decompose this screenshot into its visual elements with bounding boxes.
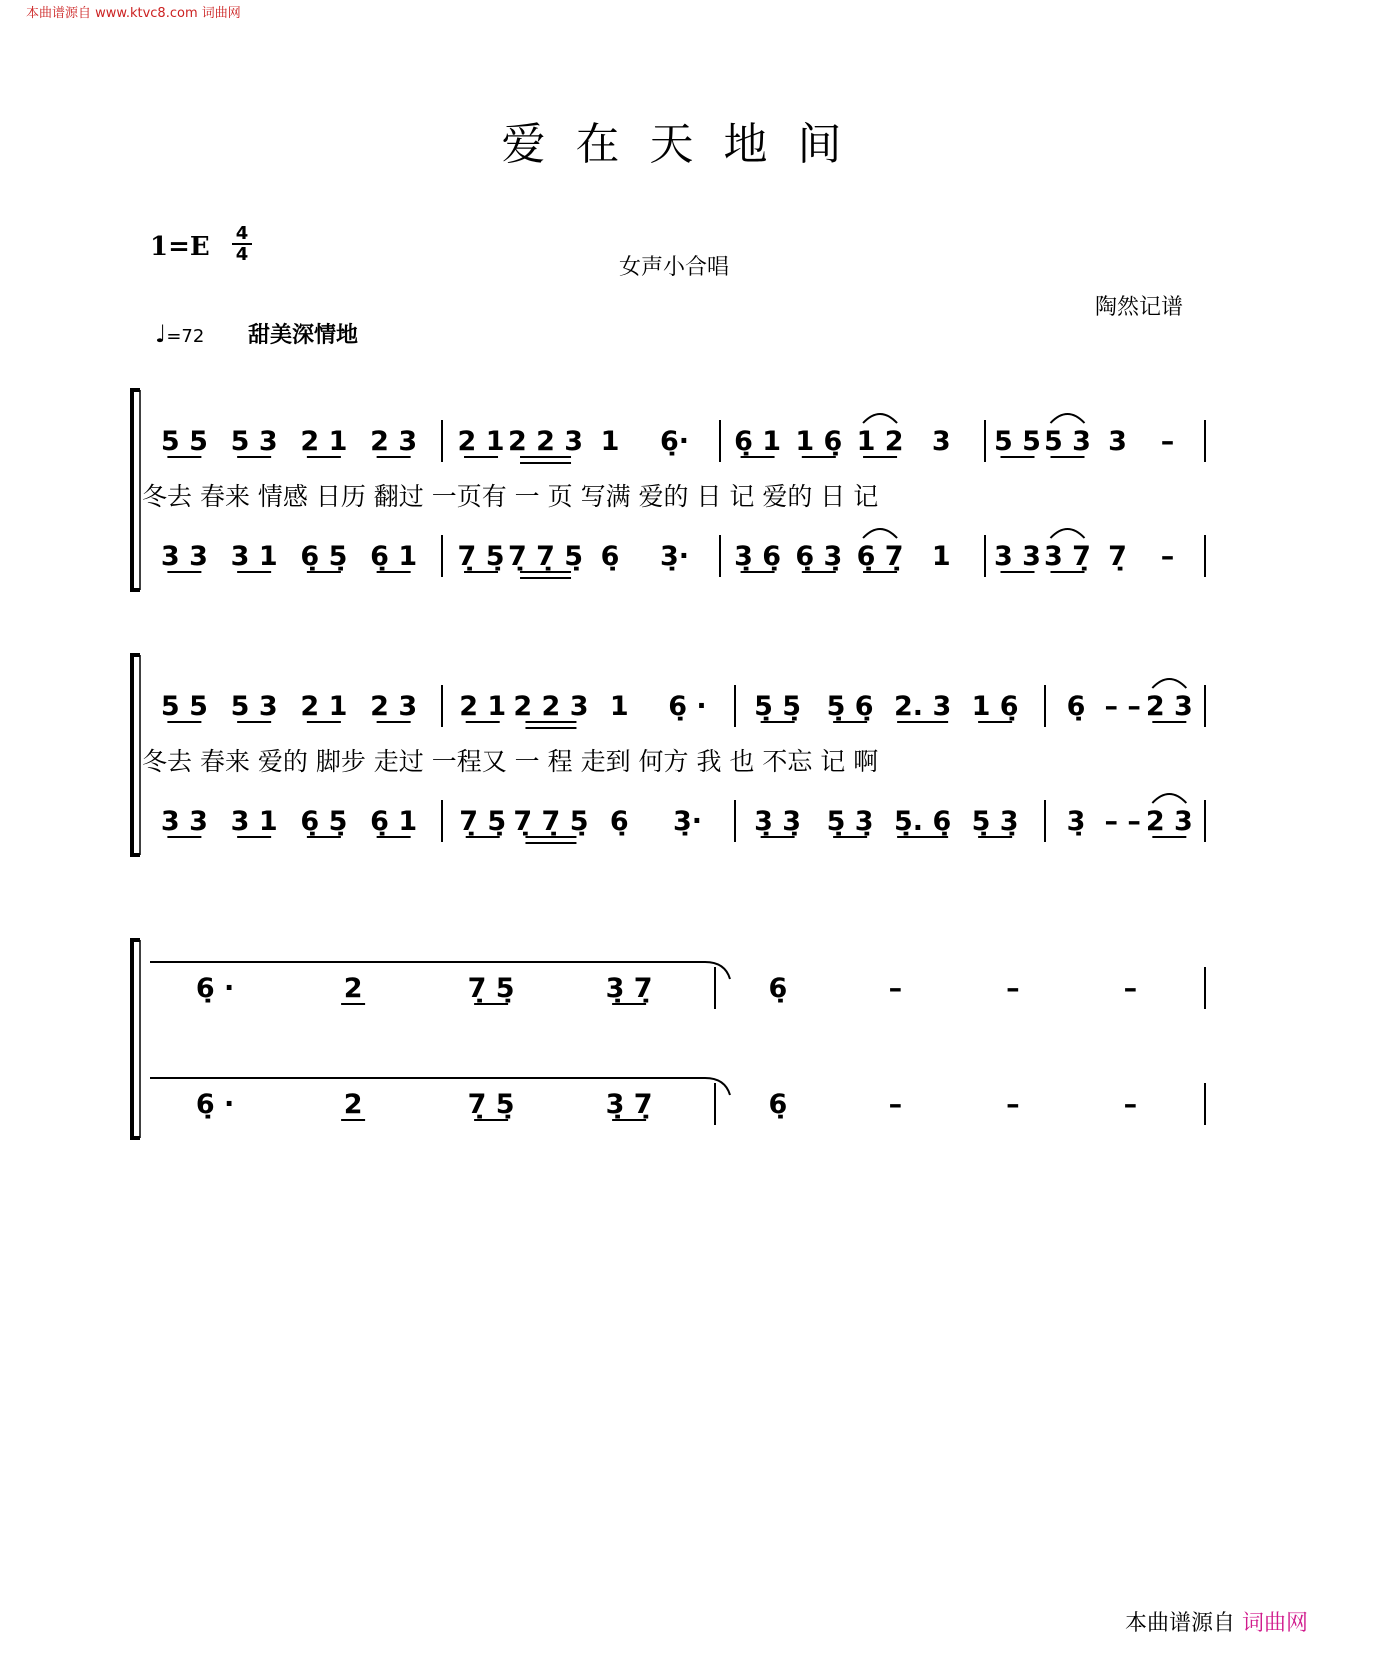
upper-note-group: 2 3	[1145, 691, 1193, 722]
score-title: 爱在天地间	[501, 119, 872, 170]
upper-note-group: 2	[343, 973, 363, 1004]
upper-note-group: 2 3	[370, 426, 418, 457]
lower-note-group: 3̣·	[672, 806, 702, 837]
lower-note-group: 7̣ 5̣	[459, 806, 507, 837]
key-signature: 1=E	[150, 232, 210, 262]
upper-note-group: 3̣ 7̣	[605, 973, 653, 1004]
lower-note-group: 3 7̣	[1044, 541, 1091, 572]
upper-note-group: –	[888, 973, 903, 1004]
upper-tie	[1051, 414, 1085, 423]
lower-tie	[1152, 794, 1186, 803]
upper-note-group: 1 2	[856, 426, 904, 457]
lower-note-group: 3̣	[1066, 806, 1086, 837]
lower-note-group: 3 3	[160, 806, 208, 837]
tempo-value: =72	[166, 326, 205, 347]
lower-note-group: – –	[1104, 806, 1141, 837]
lower-note-group: 6̣	[600, 541, 620, 572]
upper-note-group: 5 3	[1044, 426, 1091, 457]
upper-note-group: 6̣ 1	[734, 426, 782, 457]
lower-note-group: –	[1006, 1089, 1020, 1120]
upper-note-group: 5 3	[230, 691, 278, 722]
upper-note-group: 2 1	[457, 426, 505, 457]
lower-note-group: 7̣ 5̣	[457, 541, 505, 572]
upper-note-group: 5 3	[230, 426, 278, 457]
lower-note-group: 5̣. 6̣	[894, 806, 952, 837]
watermark-bottom	[1125, 1606, 1308, 1637]
lower-note-group: 3̣ 7̣	[605, 1089, 653, 1120]
lower-note-group: 2 3	[1145, 806, 1193, 837]
arranger-credit: 陶然记谱	[1095, 295, 1184, 320]
upper-note-group: 3	[1108, 426, 1127, 457]
upper-tie	[863, 414, 897, 423]
quarter-note-icon: ♩	[155, 320, 167, 348]
upper-note-group: –	[1160, 426, 1175, 457]
lower-note-group: 3̣ 6̣	[734, 541, 782, 572]
upper-note-group: –	[1123, 973, 1138, 1004]
upper-note-group: 5̣ 5̣	[754, 691, 802, 722]
lower-note-group: 3 1	[230, 806, 278, 837]
lower-note-group: 6̣ ·	[195, 1089, 235, 1120]
upper-note-group: 1	[600, 426, 620, 457]
lower-tie	[1051, 529, 1085, 538]
lyrics-line: 冬去 春来 爱的 脚步 走过 一程又 一 程 走到 何方 我 也 不忘 记 啊	[142, 747, 879, 776]
upper-note-group: 2 1	[300, 426, 348, 457]
lower-note-group: 2	[343, 1089, 363, 1120]
lower-note-group: 3̣ 3̣	[754, 806, 802, 837]
upper-note-group: 2 2 3	[513, 691, 589, 722]
lower-note-group: 6̣	[609, 806, 629, 837]
lower-note-group: –	[1160, 541, 1175, 572]
upper-note-group: 7̣ 5̣	[467, 973, 515, 1004]
watermark-top: 本曲谱源自 www.ktvc8.com 词曲网	[26, 6, 241, 21]
upper-note-group: 1 6̣	[795, 426, 843, 457]
lower-note-group: 6̣ 5̣	[300, 541, 348, 572]
upper-note-group: 5 5	[160, 426, 208, 457]
upper-tie	[1152, 679, 1186, 688]
upper-note-group: 6̣·	[660, 426, 690, 457]
expression-marking: 甜美深情地	[248, 323, 359, 348]
score-subtitle: 女声小合唱	[619, 255, 730, 280]
upper-note-group: 2. 3	[894, 691, 952, 722]
upper-note-group: 5̣ 6̣	[826, 691, 874, 722]
lower-note-group: 3 3	[160, 541, 208, 572]
lower-note-group: 3 3	[994, 541, 1041, 572]
lower-note-group: 7̣ 7̣ 5̣	[507, 541, 584, 572]
lower-note-group: 5̣ 3̣	[971, 806, 1019, 837]
lower-note-group: 3 1	[230, 541, 278, 572]
watermark-prefix: 本曲谱源自	[1125, 1611, 1236, 1636]
lower-note-group: 5̣ 3̣	[826, 806, 874, 837]
lower-note-group: 6̣ 7̣	[856, 541, 904, 572]
time-signature-bottom: 4	[235, 244, 249, 265]
upper-note-group: 2 1	[459, 691, 507, 722]
upper-note-group: 6̣	[768, 973, 788, 1004]
upper-note-group: 2 1	[300, 691, 348, 722]
watermark-brand: 词曲网	[1242, 1611, 1309, 1636]
lower-note-group: 6̣ 1	[370, 806, 418, 837]
upper-note-group: 5 5	[994, 426, 1041, 457]
upper-note-group: 1 6̣	[971, 691, 1019, 722]
lower-note-group: 1	[931, 541, 951, 572]
lower-note-group: 6̣ 1	[370, 541, 418, 572]
lower-note-group: 7̣ 5̣	[467, 1089, 515, 1120]
upper-note-group: – –	[1104, 691, 1141, 722]
upper-note-group: –	[1006, 973, 1020, 1004]
upper-note-group: 6̣ ·	[668, 691, 707, 722]
lower-tie	[863, 529, 897, 538]
lower-note-group: 6̣ 5̣	[300, 806, 348, 837]
upper-note-group: 3	[931, 426, 951, 457]
upper-note-group: 2 3	[370, 691, 418, 722]
lyrics-line: 冬去 春来 情感 日历 翻过 一页有 一 页 写满 爱的 日 记 爱的 日 记	[142, 482, 879, 511]
upper-note-group: 1	[609, 691, 629, 722]
lower-note-group: 3̣·	[660, 541, 690, 572]
upper-note-group: 2 2 3	[507, 426, 584, 457]
upper-note-group: 6̣ ·	[195, 973, 235, 1004]
lower-note-group: –	[1123, 1089, 1138, 1120]
lower-note-group: 7̣ 7̣ 5̣	[513, 806, 589, 837]
upper-note-group: 6̣	[1066, 691, 1086, 722]
lower-note-group: –	[888, 1089, 903, 1120]
time-signature-top: 4	[235, 223, 249, 244]
system-bracket	[132, 655, 140, 855]
system-bracket	[132, 940, 140, 1138]
lower-note-group: 7̣	[1108, 541, 1127, 572]
lower-note-group: 6̣	[768, 1089, 788, 1120]
lower-note-group: 6̣ 3̣	[795, 541, 843, 572]
system-bracket	[132, 390, 140, 590]
upper-note-group: 5 5	[160, 691, 208, 722]
